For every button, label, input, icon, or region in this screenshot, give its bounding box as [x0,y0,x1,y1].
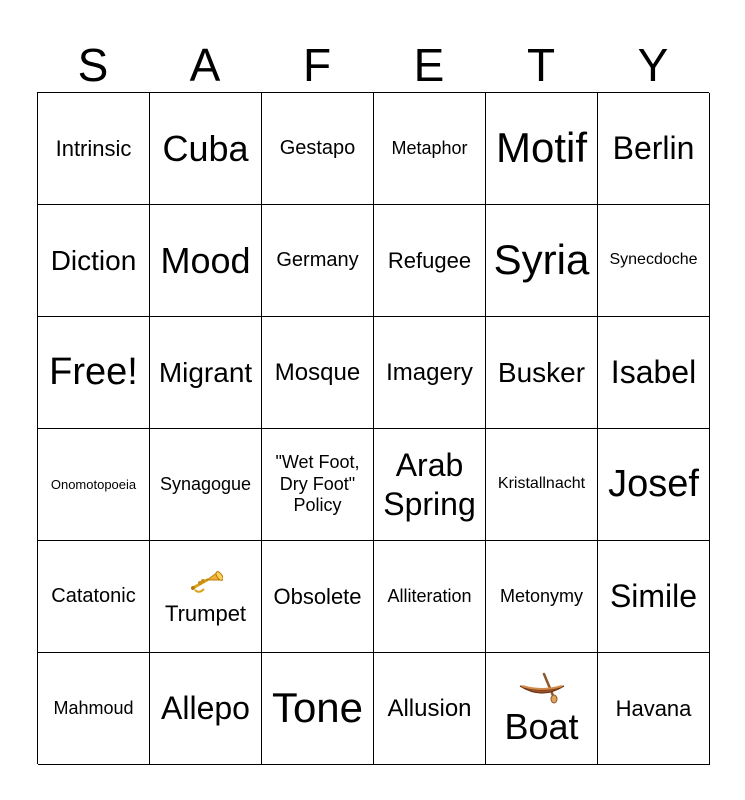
bingo-cell[interactable] [598,205,710,317]
cell-label: Synagogue [159,474,252,495]
cell-label: Havana [615,695,692,721]
cell-label: Tone [271,684,364,732]
bingo-cell[interactable] [262,541,374,653]
cell-label: Simile [609,577,698,614]
cell-label: Allusion [387,694,472,722]
cell-label: Diction [50,244,137,276]
cell-label: Gestapo [279,137,356,159]
bingo-cell[interactable] [374,653,486,765]
cell-label: Synecdoche [609,251,698,269]
bingo-cell[interactable] [486,429,598,541]
bingo-cell[interactable] [598,317,710,429]
header-letter: A [189,39,221,91]
cell-label: Obsolete [273,583,362,609]
header-letter: F [302,39,332,91]
bingo-grid [37,92,709,764]
cell-label: Metaphor [391,138,468,159]
cell-label: Catatonic [51,585,136,607]
header-letter: S [77,39,109,91]
bingo-cell[interactable] [262,653,374,765]
cell-label: Busker [497,356,586,388]
bingo-cell[interactable] [38,205,150,317]
bingo-cell[interactable] [486,93,598,205]
bingo-cell[interactable] [486,205,598,317]
header-letter: T [526,39,556,91]
bingo-cell[interactable] [374,317,486,429]
cell-label: Imagery [386,358,473,386]
trumpet-icon [189,568,223,602]
cell-label: Onomotopoeia [50,476,137,492]
free-space-cell[interactable] [38,317,150,429]
bingo-cell[interactable] [374,541,486,653]
cell-label: Mosque [274,358,361,386]
bingo-cell[interactable] [38,93,150,205]
bingo-cell[interactable] [262,317,374,429]
bingo-cell[interactable] [598,429,710,541]
bingo-cell[interactable] [598,541,710,653]
cell-label: Boat [504,705,579,747]
cell-label: Metonymy [499,586,584,607]
bingo-cell[interactable] [486,653,598,765]
header-letter: E [413,39,445,91]
bingo-cell[interactable] [150,93,262,205]
cell-label: Trumpet [164,600,247,626]
cell-label: Mood [160,239,251,281]
bingo-cell[interactable] [38,541,150,653]
bingo-cell[interactable] [38,653,150,765]
cell-label: Motif [495,124,587,172]
cell-label: Arab Spring [383,447,476,522]
cell-label: Isabel [610,353,697,390]
cell-label: Refugee [387,247,472,273]
bingo-cell[interactable] [598,93,710,205]
cell-label: Syria [493,236,590,284]
bingo-cell[interactable] [150,653,262,765]
cell-label: Germany [276,249,359,271]
cell-label: Kristallnacht [497,475,586,493]
cell-label: Migrant [158,356,253,388]
bingo-cell[interactable] [150,317,262,429]
cell-label: Berlin [612,129,695,166]
bingo-cell[interactable] [38,429,150,541]
cell-label: Alliteration [387,586,472,607]
cell-label: Intrinsic [55,135,132,161]
bingo-cell[interactable] [262,205,374,317]
cell-label: Josef [608,462,699,505]
cell-label: "Wet Foot, Dry Foot" Policy [275,452,360,516]
bingo-cell[interactable] [262,429,374,541]
cell-label: Mahmoud [53,698,134,719]
bingo-cell[interactable] [598,653,710,765]
bingo-header [37,38,709,93]
bingo-cell[interactable] [150,541,262,653]
cell-label: Free! [49,350,138,393]
cell-label: Cuba [162,127,249,169]
bingo-cell[interactable] [150,429,262,541]
bingo-cell[interactable] [150,205,262,317]
bingo-cell[interactable] [374,93,486,205]
canoe-icon [518,672,566,708]
bingo-cell[interactable] [486,541,598,653]
cell-label: Allepo [161,689,250,726]
bingo-cell[interactable] [486,317,598,429]
bingo-cell[interactable] [374,205,486,317]
bingo-cell[interactable] [262,93,374,205]
header-letter: Y [637,39,669,91]
bingo-cell[interactable] [374,429,486,541]
